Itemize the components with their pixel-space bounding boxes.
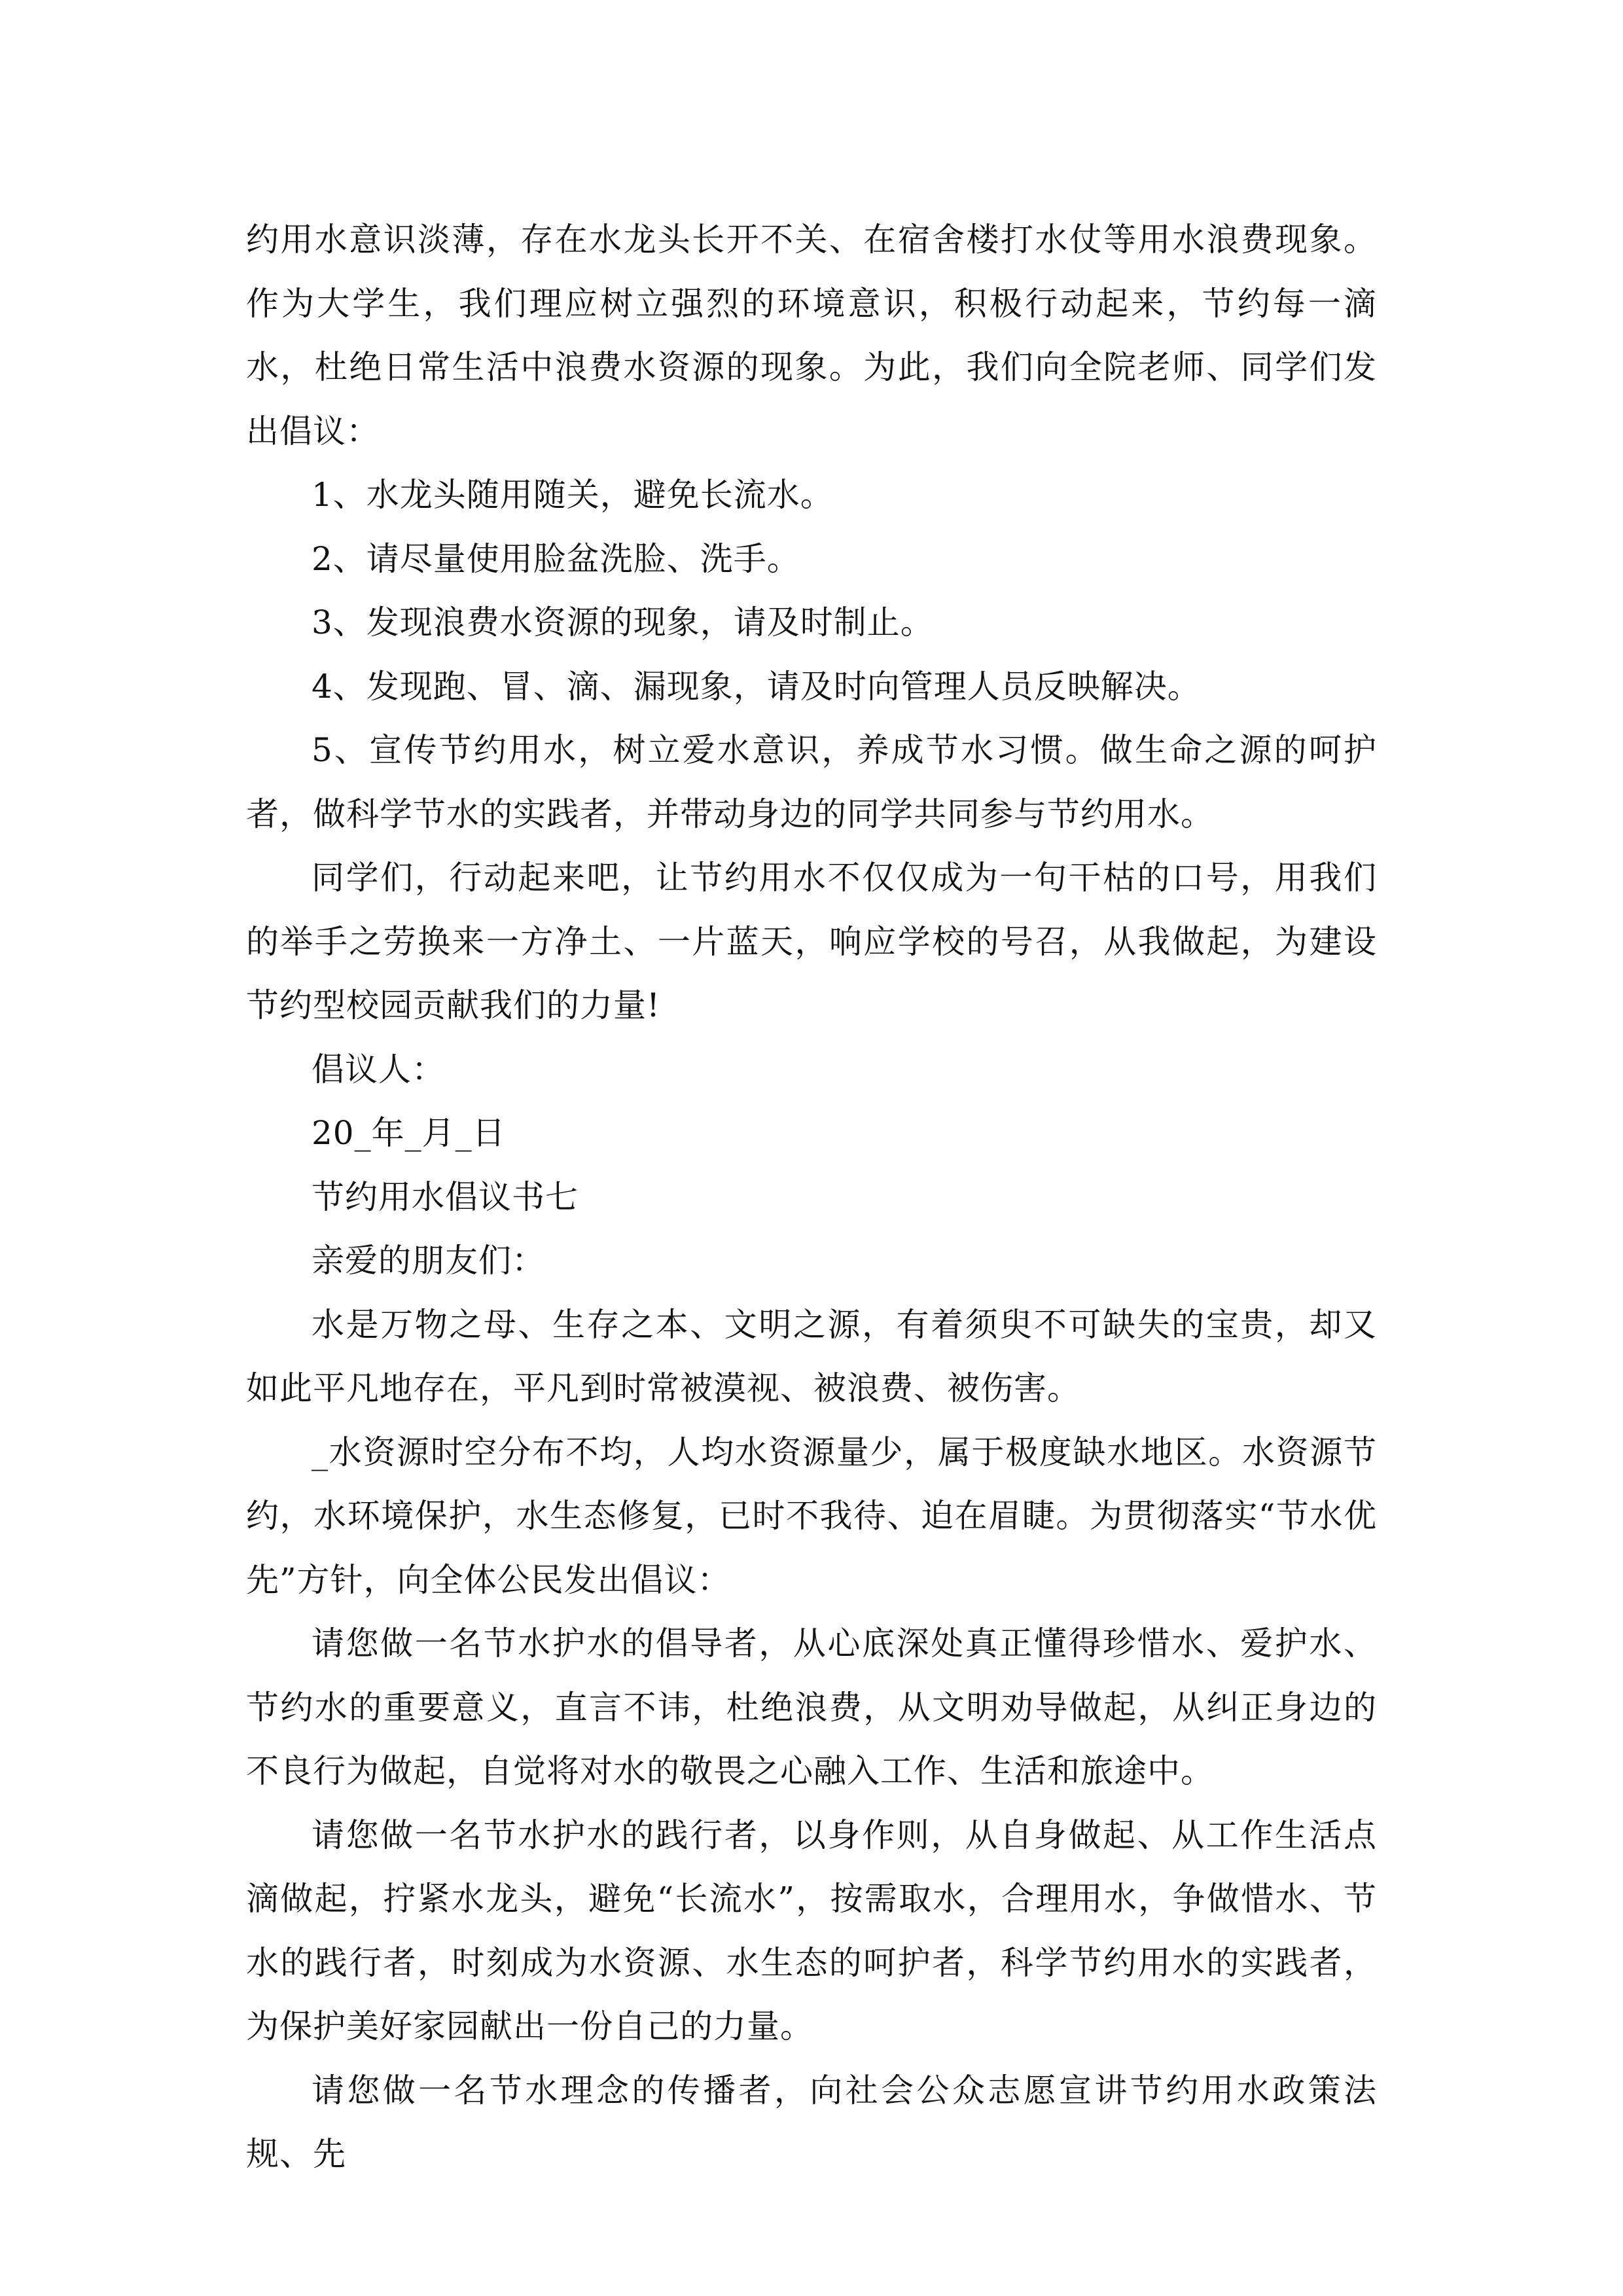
section-title: 节约用水倡议书七 (312, 1177, 579, 1216)
date-line: 20_年_月_日 (312, 1114, 506, 1152)
paragraph-intro: 约用水意识淡薄，存在水龙头长开不关、在宿舍楼打水仗等用水浪费现象。作为大学生，我们理应树立强烈的环境意识，积极行动起来，节约每一滴水，杜绝日常生活中浪费水资源的现象。为此，我们向全院老师、同学们发出倡议： (246, 221, 1377, 450)
paragraph-advocate: 请您做一名节水护水的倡导者，从心底深处真正懂得珍惜水、爱护水、节约水的重要意义，直言不讳，杜绝浪费，从文明劝导做起，从纠正身边的不良行为做起，自觉将对水的敬畏之心融入工作、生活和旅途中。 (246, 1624, 1377, 1790)
paragraph-item-5: 5、宣传节约用水，树立爱水意识，养成节水习惯。做生命之源的呵护者，做科学节水的实践者，并带动身边的同学共同参与节约用水。 (246, 731, 1377, 833)
paragraph-call-to-action: 同学们，行动起来吧，让节约用水不仅仅成为一句干枯的口号，用我们的举手之劳换来一方净土、一片蓝天，响应学校的号召，从我做起，为建设节约型校园贡献我们的力量! (246, 859, 1377, 1024)
paragraph-item-4: 4、发现跑、冒、滴、漏现象，请及时向管理人员反映解决。 (312, 667, 1201, 706)
signature-label: 倡议人： (312, 1050, 445, 1088)
paragraph-water-origin: 水是万物之母、生存之本、文明之源，有着须臾不可缺失的宝贵，却又如此平凡地存在，平凡到时常被漠视、被浪费、被伤害。 (246, 1305, 1377, 1407)
paragraph-practitioner: 请您做一名节水护水的践行者，以身作则，从自身做起、从工作生活点滴做起，拧紧水龙头，避免“长流水”，按需取水，合理用水，争做惜水、节水的践行者，时刻成为水资源、水生态的呵护者，科学节约用水的实践者，为保护美好家园献出一份自己的力量。 (246, 1816, 1377, 2045)
salutation: 亲爱的朋友们： (312, 1242, 545, 1280)
paragraph-water-resources: _水资源时空分布不均，人均水资源量少，属于极度缺水地区。水资源节约，水环境保护，水生态修复，已时不我待、迫在眉睫。为贯彻落实“节水优先”方针，向全体公民发出倡议： (246, 1433, 1377, 1599)
paragraph-item-3: 3、发现浪费水资源的现象，请及时制止。 (312, 603, 934, 641)
paragraph-item-1: 1、水龙头随用随关，避免长流水。 (312, 476, 834, 514)
paragraph-item-2: 2、请尽量使用脸盆洗脸、洗手。 (312, 539, 800, 578)
paragraph-propagator: 请您做一名节水理念的传播者，向社会公众志愿宣讲节约用水政策法规、先 (246, 2071, 1377, 2173)
document-body (246, 208, 1377, 2187)
